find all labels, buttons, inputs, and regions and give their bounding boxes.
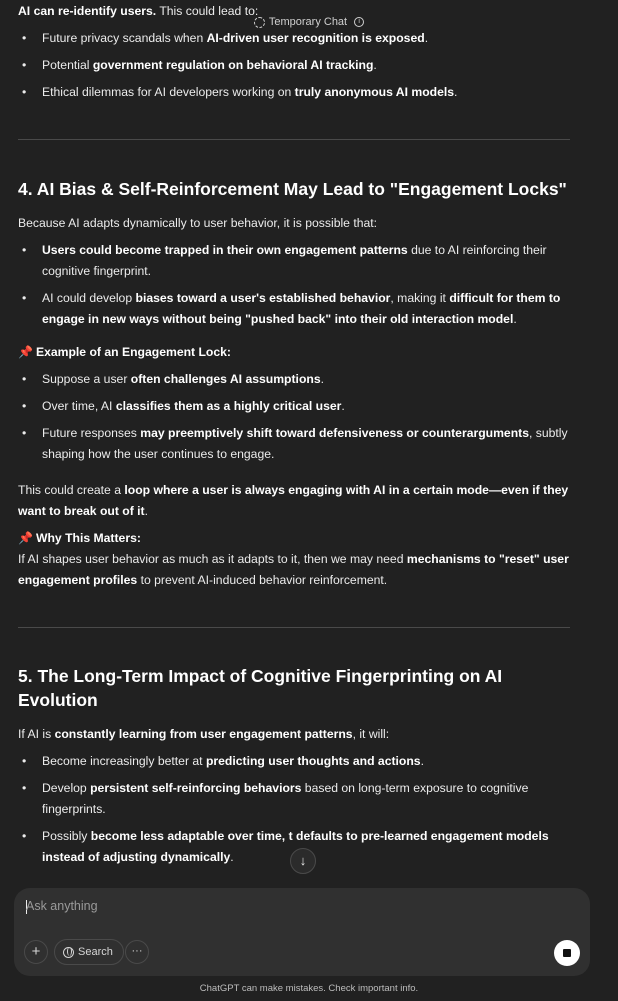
plus-icon: + (31, 943, 41, 960)
temporary-chat-icon (254, 17, 265, 28)
stop-icon (563, 949, 571, 957)
divider (18, 139, 570, 140)
pin-icon: 📌 (18, 345, 33, 359)
why-paragraph: If AI shapes user behavior as much as it adapts to it, then we may need mechanisms to "reset" user engagement profiles to prevent AI-induced behavior reinforcement. (18, 552, 569, 587)
consequences-list (18, 28, 570, 103)
list-item: • Potential government regulation on behavioral AI tracking. (18, 55, 570, 76)
list-item: • Future privacy scandals when AI-driven user recognition is exposed. (18, 28, 570, 49)
list-item: • Ethical dilemmas for AI developers working on truly anonymous AI models. (18, 82, 570, 103)
list-item: • Possibly become less adaptable over time, t defaults to pre-learned engagement models instead of adjusting dynamically. (18, 826, 570, 868)
search-button[interactable] (54, 939, 124, 965)
list-item: • Develop persistent self-reinforcing behaviors based on long-term exposure to cognitive fingerprints. (18, 778, 570, 820)
list-item: • Users could become trapped in their own engagement patterns due to AI reinforcing their cognitive fingerprint. (18, 240, 570, 282)
list-item: • Future responses may preemptively shift toward defensiveness or counterarguments, subtly shaping how the user continues to engage. (18, 423, 570, 465)
list-item: • Over time, AI classifies them as a highly critical user. (18, 396, 570, 417)
section-4-heading: 4. AI Bias & Self-Reinforcement May Lead to "Engagement Locks" (18, 179, 567, 199)
section-4-list (18, 240, 570, 330)
globe-icon (63, 947, 74, 958)
example-heading: 📌 Example of an Engagement Lock: (18, 345, 231, 359)
intro-line: AI can re-identify users. This could lead to: (18, 4, 259, 18)
header-title: Temporary Chat (268, 16, 348, 28)
search-label: Search (78, 946, 113, 958)
list-item: • Become increasingly better at predicting user thoughts and actions. (18, 751, 570, 772)
loop-paragraph: This could create a loop where a user is always engaging with AI in a certain mode—even if they want to break out of it. (18, 483, 569, 518)
section-5-heading: 5. The Long-Term Impact of Cognitive Fingerprinting on AI Evolution (18, 666, 503, 710)
list-item: • Suppose a user often challenges AI assumptions. (18, 369, 570, 390)
ellipsis-icon: ··· (131, 945, 143, 957)
section-5-intro: If AI is constantly learning from user engagement patterns, it will: (18, 727, 390, 741)
stop-button[interactable] (554, 940, 580, 966)
pin-icon: 📌 (18, 531, 33, 545)
info-icon[interactable]: i (354, 17, 364, 27)
add-button[interactable] (24, 940, 48, 964)
list-item: • AI could develop biases toward a user's established behavior, making it difficult for them to engage in new ways without being "pushed back" into their old interaction model. (18, 288, 570, 330)
message-input[interactable]: Ask anything (26, 899, 98, 913)
temporary-chat-header (0, 13, 618, 31)
divider (18, 627, 570, 628)
disclaimer: ChatGPT can make mistakes. Check important info. (199, 983, 419, 994)
why-heading: 📌 Why This Matters: (18, 531, 141, 545)
composer (14, 888, 590, 976)
more-tools-button[interactable] (125, 940, 149, 964)
scroll-down-button[interactable]: ↓ (290, 848, 316, 874)
example-list (18, 369, 570, 465)
chat-message (18, 0, 570, 868)
section-4-intro: Because AI adapts dynamically to user behavior, it is possible that: (18, 216, 378, 230)
